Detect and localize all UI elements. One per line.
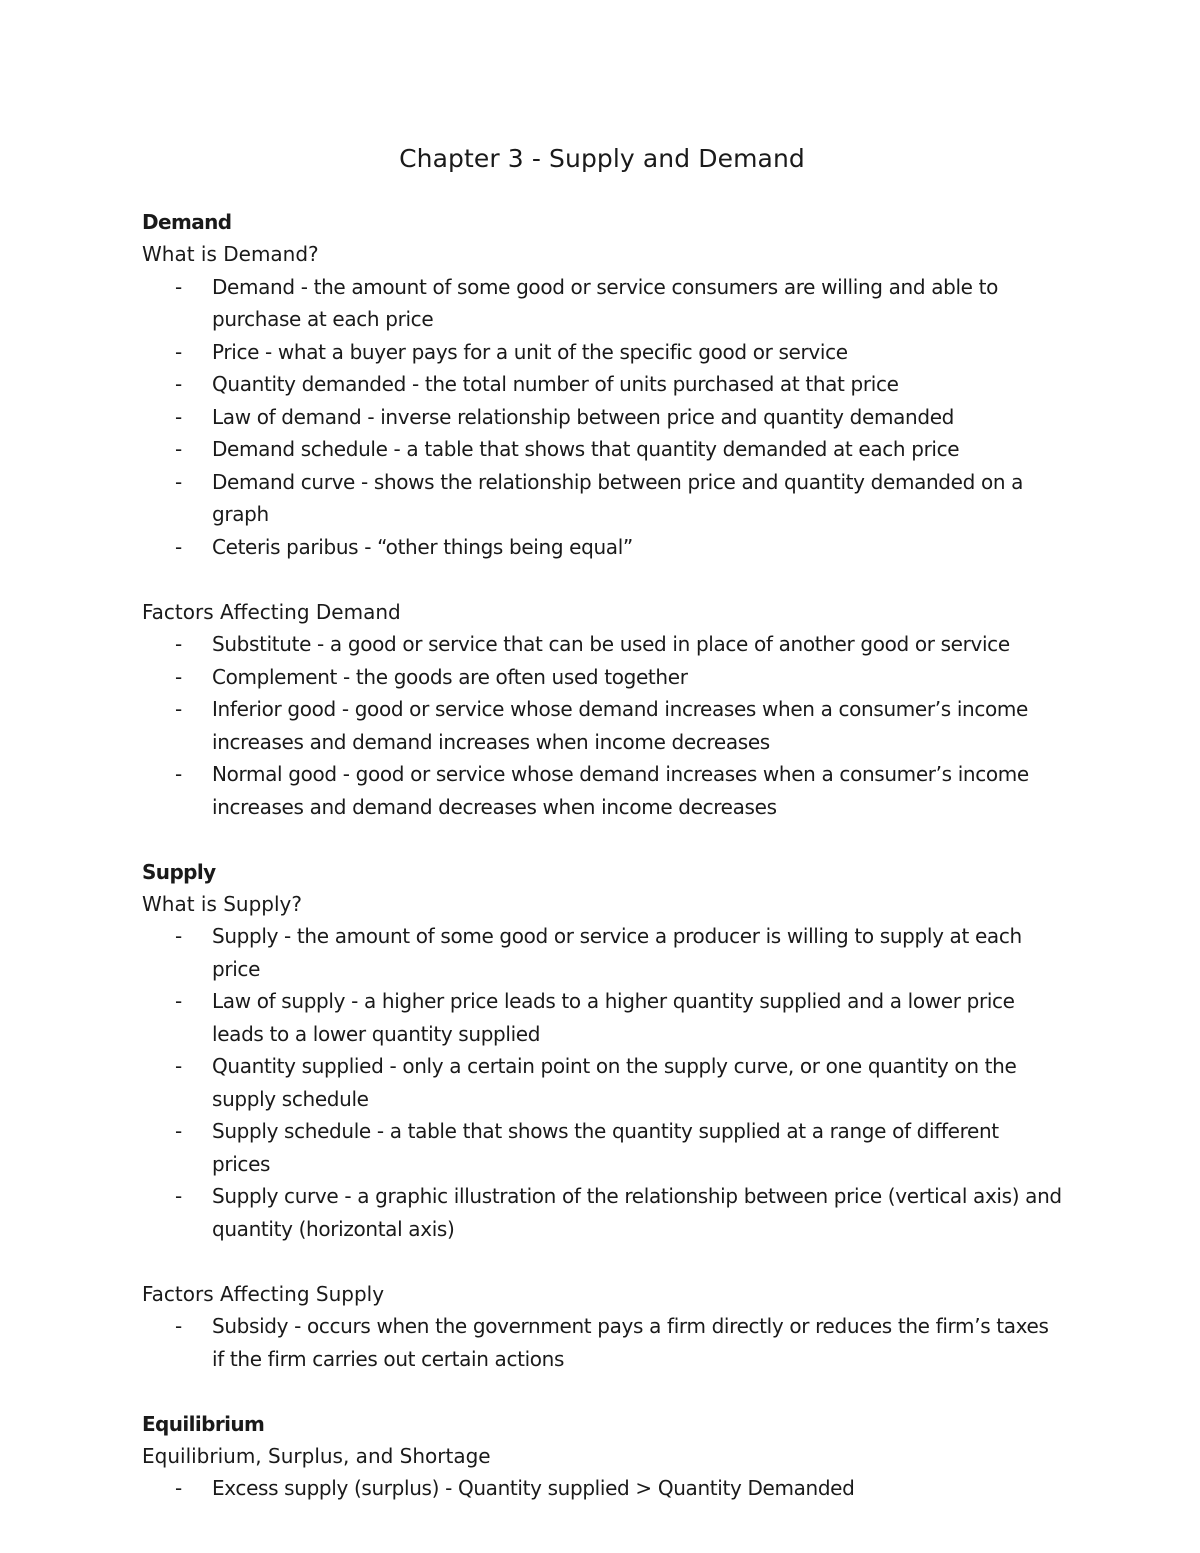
- list-item: - Demand - the amount of some good or service consumers are willing and able to purchase at each price: [142, 271, 1062, 336]
- list-item: - Supply schedule - a table that shows the quantity supplied at a range of different prices: [142, 1115, 1062, 1180]
- equilibrium-section: [142, 1408, 1062, 1505]
- list-item: - Substitute - a good or service that can be used in place of another good or service: [142, 628, 1062, 661]
- list-item: - Demand schedule - a table that shows that quantity demanded at each price: [142, 433, 1062, 466]
- equilibrium-heading: Equilibrium: [142, 1411, 265, 1436]
- factors-supply-label: Factors Affecting Supply: [142, 1281, 385, 1306]
- list-item: - Ceteris paribus - “other things being equal”: [142, 531, 1062, 564]
- spacer: [142, 823, 1062, 856]
- list-item: - Normal good - good or service whose demand increases when a consumer’s income increases and demand decreases when income decreases: [142, 758, 1062, 823]
- factors-demand-list: [142, 628, 1062, 823]
- supply-section: [142, 856, 1062, 1376]
- list-item: - Law of demand - inverse relationship between price and quantity demanded: [142, 401, 1062, 434]
- document-page: [142, 140, 1062, 1505]
- list-item: - Demand curve - shows the relationship between price and quantity demanded on a graph: [142, 466, 1062, 531]
- equilibrium-surplus-shortage-label: Equilibrium, Surplus, and Shortage: [142, 1443, 491, 1468]
- list-item: - Supply - the amount of some good or service a producer is willing to supply at each price: [142, 920, 1062, 985]
- list-item: - Subsidy - occurs when the government pays a firm directly or reduces the firm’s taxes if the firm carries out certain actions: [142, 1310, 1062, 1375]
- list-item: - Law of supply - a higher price leads to a higher quantity supplied and a lower price leads to a lower quantity supplied: [142, 985, 1062, 1050]
- list-item: - Excess supply (surplus) - Quantity supplied > Quantity Demanded: [142, 1472, 1062, 1505]
- demand-section: [142, 206, 1062, 823]
- list-item: - Complement - the goods are often used together: [142, 661, 1062, 694]
- supply-heading: Supply: [142, 859, 216, 884]
- what-is-demand-label: What is Demand?: [142, 242, 319, 266]
- spacer: [142, 563, 1062, 596]
- what-is-supply-list: [142, 920, 1062, 1245]
- factors-demand-label: Factors Affecting Demand: [142, 599, 401, 624]
- list-item: - Quantity demanded - the total number of units purchased at that price: [142, 368, 1062, 401]
- spacer: [142, 1245, 1062, 1278]
- demand-heading: Demand: [142, 210, 232, 234]
- spacer: [142, 1375, 1062, 1408]
- page-title: Chapter 3 - Supply and Demand: [399, 144, 805, 173]
- equilibrium-list: [142, 1472, 1062, 1505]
- what-is-demand-list: [142, 271, 1062, 564]
- what-is-supply-label: What is Supply?: [142, 891, 303, 916]
- list-item: - Quantity supplied - only a certain point on the supply curve, or one quantity on the supply schedule: [142, 1050, 1062, 1115]
- list-item: - Inferior good - good or service whose demand increases when a consumer’s income increases and demand increases when income decreases: [142, 693, 1062, 758]
- list-item: - Supply curve - a graphic illustration of the relationship between price (vertical axis) and quantity (horizontal axis): [142, 1180, 1062, 1245]
- list-item: - Price - what a buyer pays for a unit of the specific good or service: [142, 336, 1062, 369]
- factors-supply-list: [142, 1310, 1062, 1375]
